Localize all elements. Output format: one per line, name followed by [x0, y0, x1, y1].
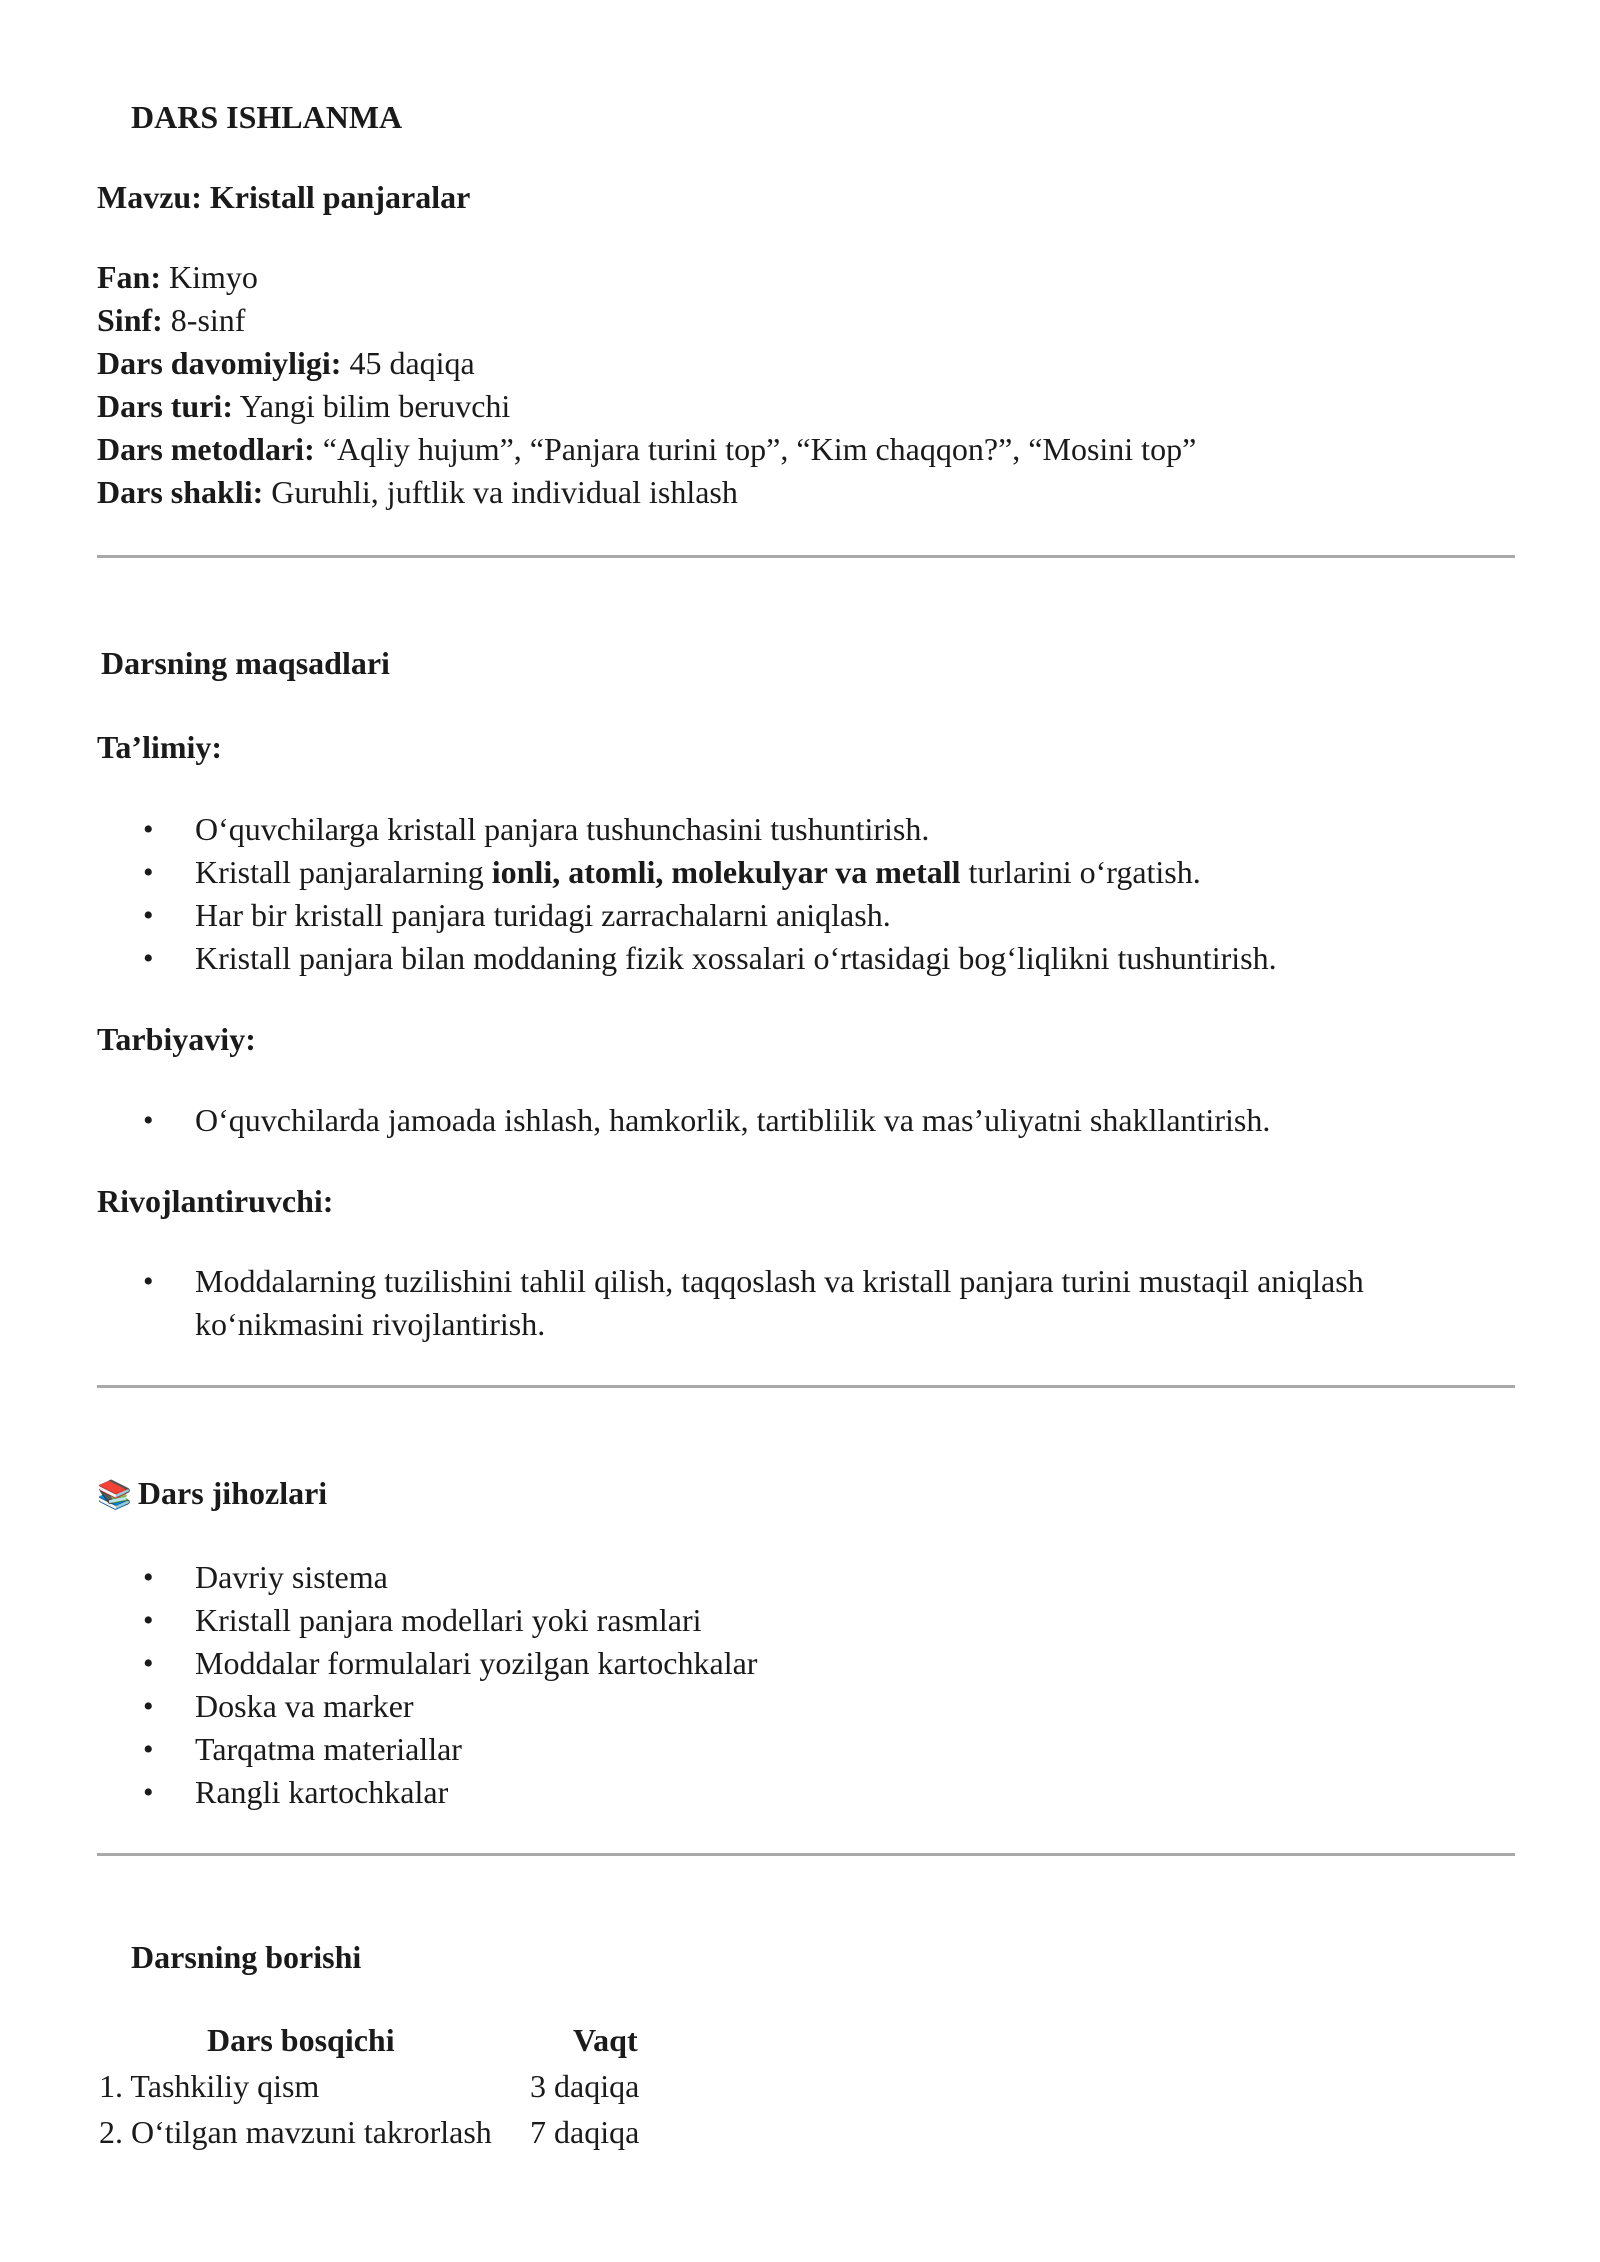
bullet-icon: •: [143, 1604, 154, 1637]
upbringing-heading: [97, 1018, 256, 1061]
info-methods: [97, 428, 1196, 471]
educational-heading: [97, 726, 222, 769]
table-cell-stage: 1. Tashkiliy qism: [99, 2068, 320, 2104]
list-item-bold-text: ionli, atomli, molekulyar va metall: [491, 854, 961, 890]
list-item: Davriy sistema: [195, 1559, 388, 1595]
upbringing-heading-text: Tarbiyaviy:: [97, 1021, 256, 1057]
bullet-icon: •: [143, 856, 154, 889]
divider: [97, 1853, 1515, 1856]
info-label: Dars shakli:: [97, 474, 264, 510]
goals-heading: [97, 642, 390, 685]
progress-heading-text: Darsning borishi: [131, 1939, 362, 1975]
table-cell-stage: 2. O‘tilgan mavzuni takrorlash: [99, 2114, 492, 2150]
topic-value: Kristall panjaralar: [209, 179, 471, 215]
list-item: Rangli kartochkalar: [195, 1774, 449, 1810]
books-icon: 📚: [97, 1478, 132, 1511]
bullet-icon: •: [143, 1104, 154, 1137]
bullet-icon: •: [143, 1733, 154, 1766]
goals-heading-text: Darsning maqsadlari: [101, 645, 390, 681]
list-item: Tarqatma materiallar: [195, 1731, 462, 1767]
table-header-text: Dars bosqichi: [207, 2022, 395, 2058]
info-type: [97, 385, 510, 428]
topic-line: [97, 176, 470, 219]
divider: [97, 1385, 1515, 1388]
bullet-icon: •: [143, 1776, 154, 1809]
list-item: O‘quvchilarga kristall panjara tushunchasini tushuntirish.: [195, 811, 930, 847]
list-item-text: turlarini o‘rgatish.: [960, 854, 1201, 890]
list-item: O‘quvchilarda jamoada ishlash, hamkorlik, tartiblilik va mas’uliyatni shakllantirish.: [195, 1102, 1271, 1138]
progress-heading: [131, 1936, 361, 1979]
bullet-icon: •: [143, 1561, 154, 1594]
info-grade: [97, 299, 245, 342]
table-header-time: [573, 2019, 638, 2062]
bullet-icon: •: [143, 899, 154, 932]
info-label: Fan:: [97, 259, 161, 295]
table-header-stage: [207, 2019, 395, 2062]
list-item-text: Kristall panjaralarning: [195, 854, 492, 890]
info-value: Kimyo: [169, 259, 258, 295]
info-duration: [97, 342, 475, 385]
info-value: Yangi bilim beruvchi: [239, 388, 511, 424]
info-value: Guruhli, juftlik va individual ishlash: [271, 474, 738, 510]
bullet-icon: •: [143, 1265, 154, 1298]
bullet-icon: •: [143, 942, 154, 975]
list-item: Har bir kristall panjara turidagi zarrachalarni aniqlash.: [195, 897, 891, 933]
list-item: Kristall panjara bilan moddaning fizik xossalari o‘rtasidagi bog‘liqlikni tushuntirish.: [195, 940, 1277, 976]
list-item-continuation: ko‘nikmasini rivojlantirish.: [195, 1306, 546, 1342]
equipment-heading-text: Dars jihozlari: [137, 1475, 328, 1511]
bullet-icon: •: [143, 1647, 154, 1680]
topic-label: Mavzu:: [97, 179, 202, 215]
bullet-icon: •: [143, 813, 154, 846]
info-value: “Aqliy hujum”, “Panjara turini top”, “Kim chaqqon?”, “Mosini top”: [322, 431, 1197, 467]
info-label: Dars davomiyligi:: [97, 345, 342, 381]
list-item: Moddalarning tuzilishini tahlil qilish, taqqoslash va kristall panjara turini mustaqil aniqlash: [195, 1263, 1364, 1299]
info-subject: [97, 256, 258, 299]
info-value: 45 daqiqa: [349, 345, 475, 381]
info-label: Dars turi:: [97, 388, 233, 424]
info-value: 8-sinf: [170, 302, 246, 338]
educational-heading-text: Ta’limiy:: [97, 729, 223, 765]
info-label: Sinf:: [97, 302, 163, 338]
table-cell-time: 3 daqiqa: [530, 2068, 640, 2104]
document-title: DARS ISHLANMA: [131, 99, 403, 135]
info-form: [97, 471, 738, 514]
equipment-heading: [97, 1472, 327, 1516]
developmental-heading: [97, 1180, 333, 1223]
list-item: Moddalar formulalari yozilgan kartochkalar: [195, 1645, 758, 1681]
list-item: [195, 851, 1201, 894]
info-label: Dars metodlari:: [97, 431, 315, 467]
developmental-heading-text: Rivojlantiruvchi:: [97, 1183, 334, 1219]
list-item: Kristall panjara modellari yoki rasmlari: [195, 1602, 702, 1638]
divider: [97, 555, 1515, 558]
table-cell-time: 7 daqiqa: [530, 2114, 640, 2150]
bullet-icon: •: [143, 1690, 154, 1723]
table-header-text: Vaqt: [573, 2022, 638, 2058]
list-item: Doska va marker: [195, 1688, 414, 1724]
